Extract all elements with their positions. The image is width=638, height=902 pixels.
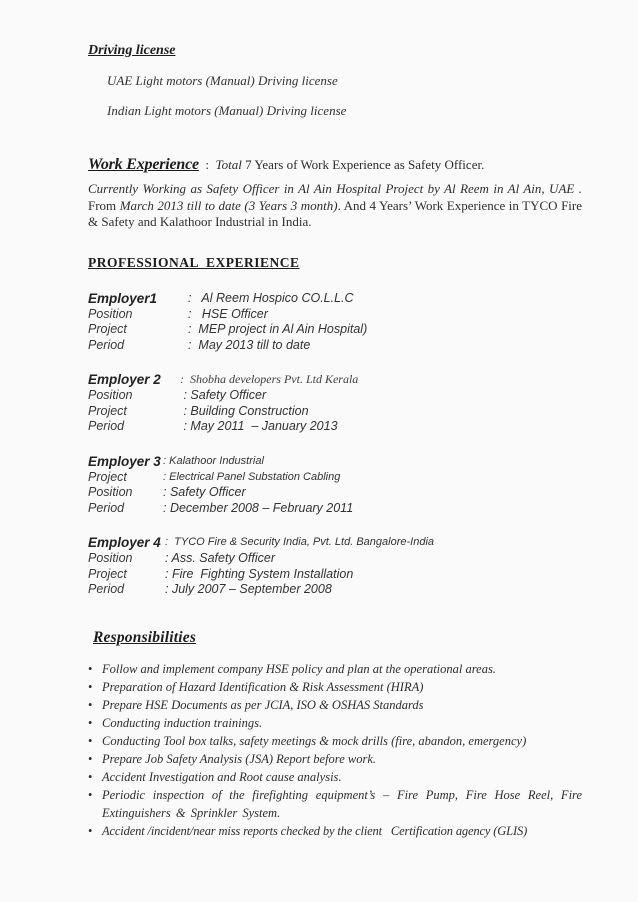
bullet-icon bbox=[88, 786, 102, 822]
bullet-text: Conducting induction trainings. bbox=[102, 715, 263, 730]
employer-field-row bbox=[88, 388, 582, 404]
bullet-item bbox=[88, 750, 582, 768]
responsibilities-list bbox=[88, 660, 588, 840]
bullet-text: Accident /incident/near miss reports checked by the client Certification agency (GLIS) bbox=[102, 823, 528, 838]
bullet-item bbox=[88, 768, 582, 786]
field-value: : May 2011 – January 2013 bbox=[180, 419, 338, 433]
detail-segment: From bbox=[88, 181, 586, 213]
employer-name-row bbox=[88, 371, 582, 388]
bullet-item bbox=[88, 786, 588, 822]
field-value: : May 2013 till to date bbox=[188, 337, 311, 352]
field-label: Project bbox=[88, 403, 127, 418]
bullet-text: Periodic inspection of the firefighting equipment’s – Fire Pump, Fire Hose Reel, Fire Extinguishers & Sprinkler System. bbox=[102, 787, 588, 820]
employer-field-row bbox=[88, 470, 582, 486]
employer-field-row bbox=[88, 485, 582, 501]
license-item-india: Indian Light motors (Manual) Driving license bbox=[107, 103, 347, 118]
employer-name-label: Employer1 bbox=[88, 290, 158, 306]
field-value: : MEP project in Al Ain Hospital) bbox=[188, 322, 368, 336]
employer-field-row bbox=[88, 338, 582, 354]
bullet-text: Prepare HSE Documents as per JCIA, ISO & OSHAS Standards bbox=[102, 697, 424, 712]
bullet-text: Preparation of Hazard Identification & Risk Assessment (HIRA) bbox=[102, 679, 424, 694]
employers-list bbox=[88, 290, 582, 598]
bullet-text: Follow and implement company HSE policy and plan at the operational areas. bbox=[102, 661, 496, 676]
employer-name-value: : Al Reem Hospico CO.L.L.C bbox=[188, 290, 354, 305]
bullet-item bbox=[88, 714, 582, 732]
professional-experience-heading: PROFESSIONAL EXPERIENCE bbox=[88, 254, 300, 270]
bullet-item bbox=[88, 678, 582, 696]
employer-name-value: : TYCO Fire & Security India, Pvt. Ltd. Bangalore-India bbox=[165, 536, 435, 548]
bullet-item bbox=[88, 732, 582, 750]
field-label: Project bbox=[88, 566, 127, 581]
bullet-icon bbox=[88, 768, 102, 786]
field-label: Project bbox=[88, 322, 127, 336]
employer-block-4 bbox=[88, 534, 582, 598]
employer-name-row bbox=[88, 534, 582, 551]
detail-segment: . And 4 Years’ Work Experience in TYCO Fire & Safety and Kalathoor Industrial in India. bbox=[88, 197, 583, 229]
employer-field-row bbox=[88, 551, 582, 567]
employer-block-3 bbox=[88, 453, 582, 517]
employer-field-row bbox=[88, 501, 582, 517]
field-value: : Building Construction bbox=[180, 403, 309, 418]
work-experience-separator: : bbox=[198, 157, 216, 172]
work-experience-summary-line bbox=[88, 155, 582, 175]
employer-field-row bbox=[88, 582, 582, 598]
employer-name-value: : Shobha developers Pvt. Ltd Kerala bbox=[180, 372, 359, 386]
bullet-text: Prepare Job Safety Analysis (JSA) Report before work. bbox=[102, 751, 377, 766]
field-label: Position bbox=[88, 551, 133, 565]
detail-segment: March 2013 till to date (3 Years 3 month) bbox=[119, 197, 338, 213]
bullet-icon bbox=[88, 696, 102, 714]
bullet-item bbox=[88, 660, 582, 678]
bullet-icon bbox=[88, 750, 102, 768]
field-label: Position bbox=[88, 306, 133, 321]
work-experience-summary-text: 7 Years of Work Experience as Safety Officer. bbox=[241, 157, 485, 172]
driving-license-heading: Driving license bbox=[88, 43, 176, 58]
bullet-item bbox=[88, 822, 582, 840]
field-value: : Fire Fighting System Installation bbox=[165, 566, 354, 581]
bullet-item bbox=[88, 696, 582, 714]
employer-field-row bbox=[88, 322, 582, 338]
bullet-icon bbox=[88, 822, 102, 840]
employer-field-row bbox=[88, 307, 582, 323]
work-experience-total-word: Total bbox=[215, 157, 242, 172]
employer-field-row bbox=[88, 404, 582, 420]
field-value: : July 2007 – September 2008 bbox=[165, 582, 332, 596]
field-value: : HSE Officer bbox=[188, 306, 268, 321]
bullet-icon bbox=[88, 660, 102, 678]
field-value: : Ass. Safety Officer bbox=[165, 551, 275, 565]
employer-name-value: : Kalathoor Industrial bbox=[163, 454, 264, 467]
field-value: : Safety Officer bbox=[180, 388, 267, 402]
detail-segment: Currently Working as Safety Officer in Al Ain Hospital Project by Al Reem in Al Ain, UAE . bbox=[88, 181, 582, 196]
employer-name-label: Employer 2 bbox=[88, 372, 161, 387]
field-label: Position bbox=[88, 485, 133, 499]
field-label: Period bbox=[88, 419, 125, 433]
work-experience-heading: Work Experience bbox=[88, 156, 199, 173]
field-label: Project bbox=[88, 469, 127, 484]
license-item-uae: UAE Light motors (Manual) Driving license bbox=[107, 73, 338, 88]
employer-name-row bbox=[88, 290, 582, 307]
field-label: Period bbox=[88, 337, 125, 352]
field-value: : December 2008 – February 2011 bbox=[163, 500, 354, 515]
bullet-text: Accident Investigation and Root cause analysis. bbox=[102, 769, 342, 784]
field-label: Period bbox=[88, 582, 125, 596]
employer-field-row bbox=[88, 567, 582, 583]
field-label: Period bbox=[88, 500, 125, 515]
employer-name-label: Employer 4 bbox=[88, 535, 161, 550]
field-value: : Electrical Panel Substation Cabling bbox=[163, 470, 341, 483]
bullet-icon bbox=[88, 732, 102, 750]
bullet-text: Conducting Tool box talks, safety meetings & mock drills (fire, abandon, emergency) bbox=[102, 733, 527, 748]
bullet-icon bbox=[88, 678, 102, 696]
work-experience-detail-paragraph bbox=[88, 181, 586, 231]
bullet-icon bbox=[88, 714, 102, 732]
field-value: : Safety Officer bbox=[163, 485, 246, 499]
responsibilities-heading: Responsibilities bbox=[93, 628, 197, 646]
employer-name-row bbox=[88, 453, 582, 470]
employer-name-label: Employer 3 bbox=[88, 453, 161, 469]
employer-field-row bbox=[88, 419, 582, 435]
employer-block-2 bbox=[88, 371, 582, 435]
employer-block-1 bbox=[88, 290, 582, 354]
field-label: Position bbox=[88, 388, 133, 402]
